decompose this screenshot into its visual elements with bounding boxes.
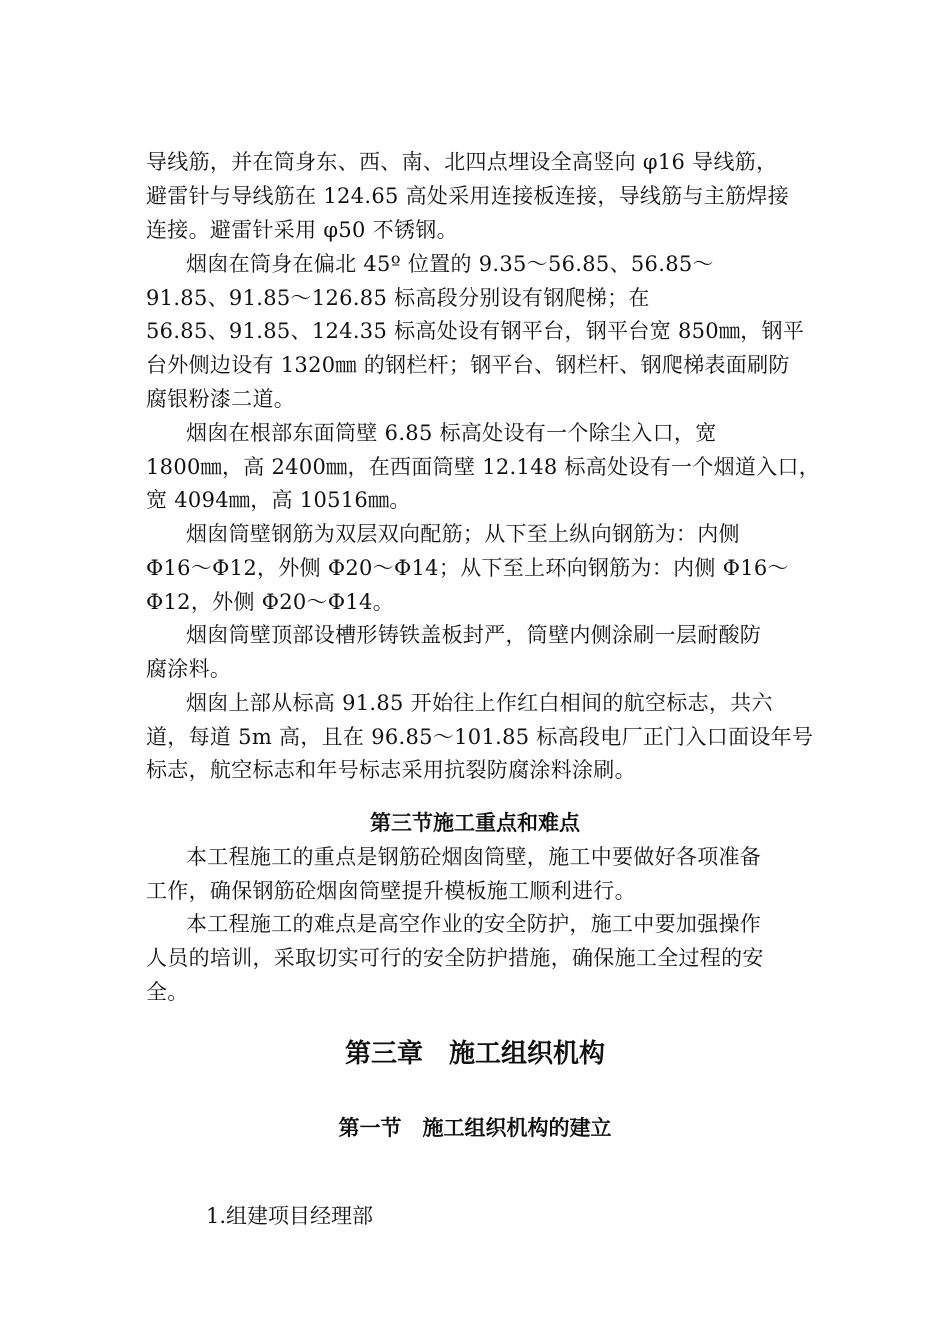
paragraph-line: 标志，航空标志和年号标志采用抗裂防腐涂料涂刷。 (146, 758, 636, 782)
paragraph-line: 本工程施工的难点是高空作业的安全防护，施工中要加强操作 (186, 912, 762, 936)
paragraph-line: 腐涂料。 (146, 657, 232, 681)
paragraph-line: 烟囱在根部东面筒壁 6.85 标高处设有一个除尘入口，宽 (186, 421, 717, 445)
paragraph-line: 连接。避雷针采用 φ50 不锈钢。 (146, 218, 458, 242)
paragraph-line: Φ12，外侧 Φ20～Φ14。 (146, 590, 394, 614)
list-item: 1.组建项目经理部 (206, 1204, 374, 1228)
paragraph-line: 腐银粉漆二道。 (146, 387, 296, 411)
section-heading: 第一节 施工组织机构的建立 (338, 1115, 612, 1140)
paragraph-line: 56.85、91.85、124.35 标高处设有钢平台，钢平台宽 850㎜，钢平 (146, 319, 805, 343)
paragraph-line: 工作，确保钢筋砼烟囱筒壁提升模板施工顺利进行。 (146, 879, 636, 903)
paragraph-line: 人员的培训，采取切实可行的安全防护措施，确保施工全过程的安 (146, 946, 764, 970)
chapter-heading: 第三章 施工组织机构 (344, 1039, 605, 1069)
paragraph-line: Φ16～Φ12，外侧 Φ20～Φ14；从下至上环向钢筋为：内侧 Φ16～ (146, 556, 789, 580)
paragraph-line: 避雷针与导线筋在 124.65 高处采用连接板连接，导线筋与主筋焊接 (146, 184, 790, 208)
paragraph-line: 烟囱上部从标高 91.85 开始往上作红白相间的航空标志，共六 (186, 691, 773, 715)
paragraph-line: 导线筋，并在筒身东、西、南、北四点埋设全高竖向 φ16 导线筋， (146, 150, 778, 174)
paragraph-line: 本工程施工的重点是钢筋砼烟囱筒壁，施工中要做好各项准备 (186, 845, 762, 869)
paragraph-line: 1800㎜，高 2400㎜，在西面筒壁 12.148 标高处设有一个烟道入口， (146, 455, 821, 479)
paragraph-line: 烟囱筒壁顶部设槽形铸铁盖板封严，筒壁内侧涂刷一层耐酸防 (186, 623, 762, 647)
paragraph-line: 烟囱筒壁钢筋为双层双向配筋；从下至上纵向钢筋为：内侧 (186, 522, 740, 546)
section-heading: 第三节施工重点和难点 (370, 810, 580, 835)
paragraph-line: 全。 (146, 980, 189, 1004)
paragraph-line: 道，每道 5m 高，且在 96.85～101.85 标高段电厂正门入口面设年号 (146, 725, 814, 749)
paragraph-line: 台外侧边设有 1320㎜ 的钢栏杆；钢平台、钢栏杆、钢爬梯表面刷防 (146, 353, 790, 377)
paragraph-line: 91.85、91.85～126.85 标高段分别设有钢爬梯；在 (146, 286, 650, 310)
paragraph-line: 烟囱在筒身在偏北 45º 位置的 9.35～56.85、56.85～ (186, 252, 714, 276)
paragraph-line: 宽 4094㎜，高 10516㎜。 (146, 488, 411, 512)
